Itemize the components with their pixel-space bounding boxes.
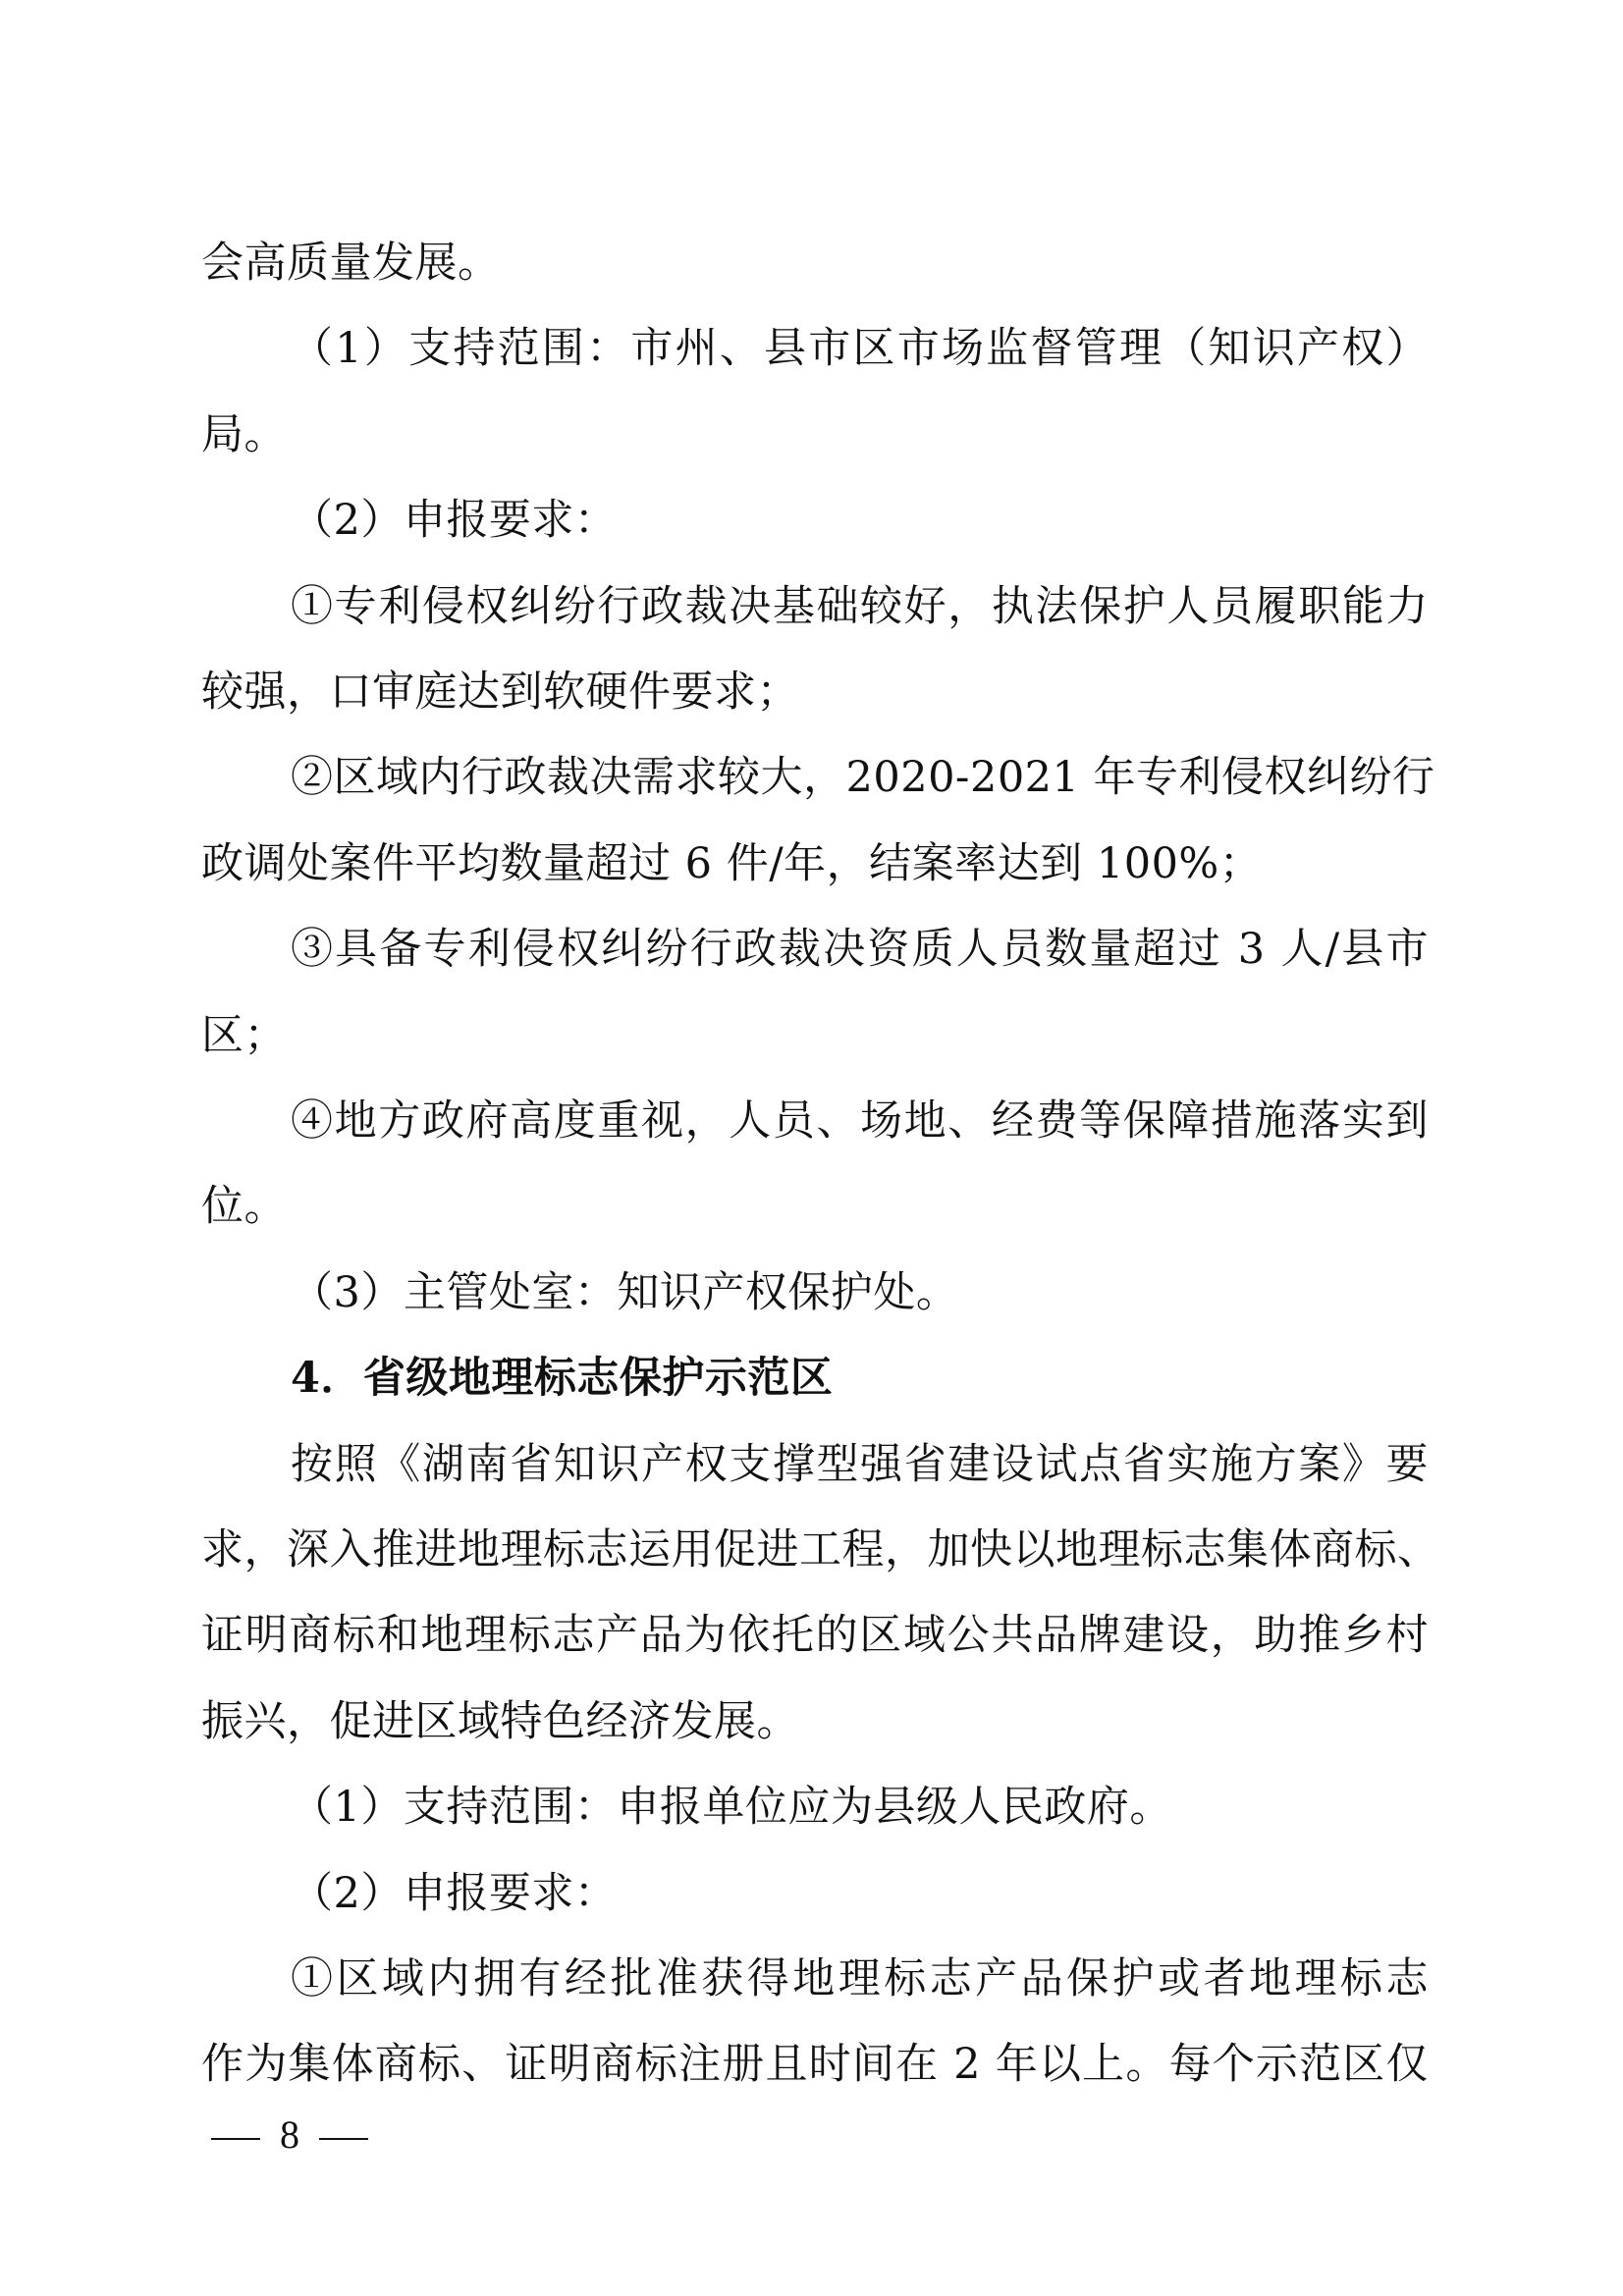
- page-number-left-dash: [211, 2138, 260, 2140]
- body-line: 振兴，促进区域特色经济发展。: [201, 1697, 799, 1746]
- body-line: （1）支持范围：市州、县市区市场监督管理（知识产权）: [291, 324, 1429, 373]
- body-line: ②区域内行政裁决需求较大，2020-2021 年专利侵权纠纷行: [291, 753, 1435, 802]
- body-line: 较强，口审庭达到软硬件要求；: [201, 667, 799, 717]
- body-line: 按照《湖南省知识产权支撑型强省建设试点省实施方案》要: [291, 1440, 1429, 1489]
- body-line: 会高质量发展。: [201, 239, 501, 288]
- body-line: 位。: [201, 1182, 287, 1231]
- body-line: （3）主管处室：知识产权保护处。: [291, 1268, 959, 1317]
- body-line: ①专利侵权纠纷行政裁决基础较好，执法保护人员履职能力: [291, 582, 1429, 631]
- page-number-value: 8: [280, 2112, 299, 2157]
- body-line: （2）申报要求：: [291, 496, 618, 545]
- body-line: 证明商标和地理标志产品为依托的区域公共品牌建设，助推乡村: [201, 1611, 1429, 1660]
- body-line: 求，深入推进地理标志运用促进工程，加快以地理标志集体商标、: [201, 1525, 1440, 1575]
- page-number: [201, 2101, 378, 2169]
- body-line: ④地方政府高度重视，人员、场地、经费等保障措施落实到: [291, 1096, 1429, 1146]
- body-line: 政调处案件平均数量超过 6 件/年，结案率达到 100%；: [201, 839, 1263, 888]
- body-line: ③具备专利侵权纠纷行政裁决资质人员数量超过 3 人/县市: [291, 925, 1429, 974]
- body-line: 局。: [201, 410, 287, 459]
- body-line: ①区域内拥有经批准获得地理标志产品保护或者地理标志: [291, 1954, 1429, 2003]
- body-line: 作为集体商标、证明商标注册且时间在 2 年以上。每个示范区仅: [201, 2040, 1429, 2089]
- body-line: （1）支持范围：申报单位应为县级人民政府。: [291, 1783, 1172, 1832]
- page-number-right-dash: [319, 2138, 368, 2140]
- section-heading: 4．省级地理标志保护示范区: [291, 1354, 834, 1403]
- body-line: 区；: [201, 1011, 287, 1060]
- body-line: （2）申报要求：: [291, 1869, 618, 1918]
